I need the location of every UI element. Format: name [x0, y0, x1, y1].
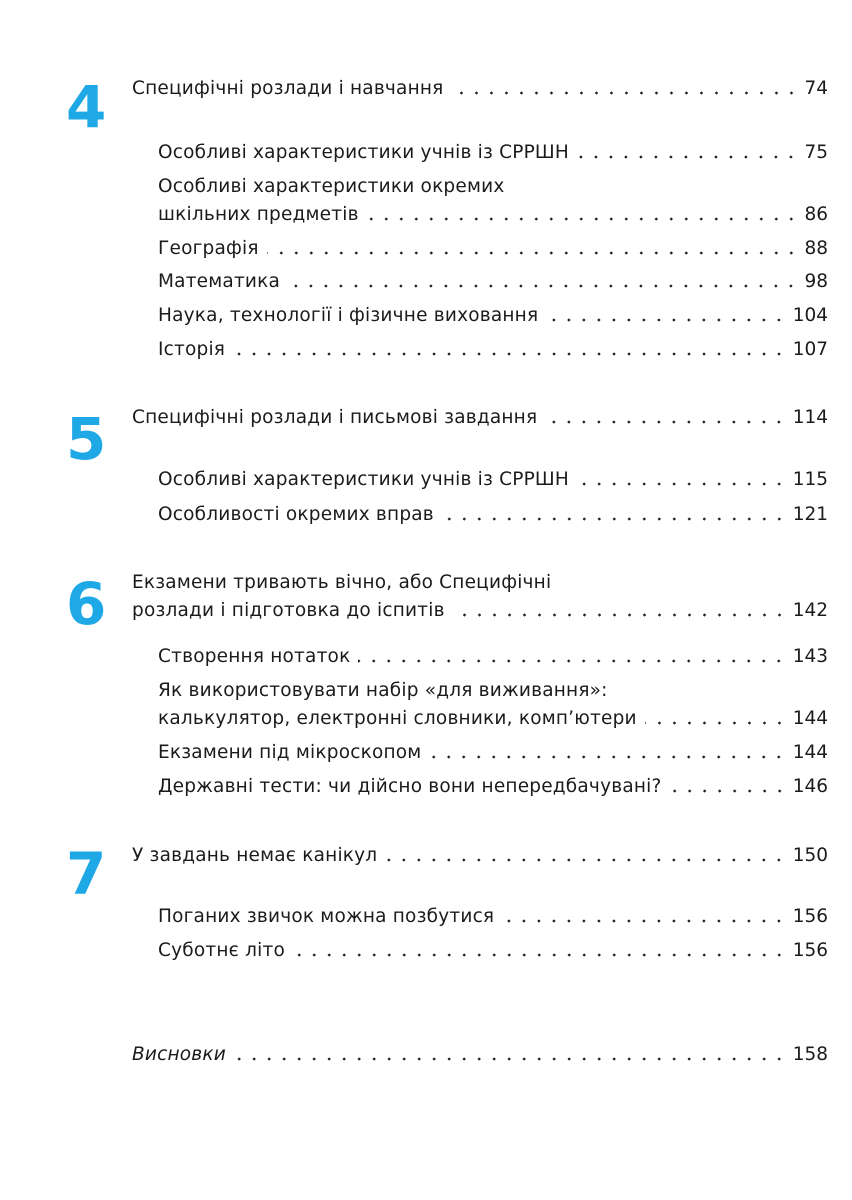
chapter-number: 7 — [66, 840, 107, 908]
dot-leader — [358, 659, 786, 663]
chapter-number: 6 — [66, 570, 107, 638]
chapter-title-line1-text: Екзамени тривають вічно, або Специфічні — [132, 572, 552, 593]
page-number: 107 — [792, 339, 828, 360]
entry-title: Створення нотаток — [158, 646, 351, 667]
page-number: 144 — [792, 742, 828, 763]
chapter-title-entry[interactable] — [132, 404, 828, 432]
dot-leader — [452, 91, 799, 95]
toc-entry-line1[interactable] — [158, 677, 608, 705]
entry-title: Особливості окремих вправ — [158, 504, 434, 525]
dot-leader — [645, 721, 787, 725]
dot-leader — [288, 284, 798, 288]
page-number: 142 — [792, 600, 828, 621]
entry-title: Поганих звичок можна позбутися — [158, 906, 495, 927]
entry-title: Суботнє літо — [158, 940, 285, 961]
conclusions-entry[interactable] — [132, 1041, 828, 1069]
chapter-number: 4 — [66, 73, 107, 141]
dot-leader — [577, 155, 798, 159]
toc-entry[interactable] — [158, 501, 828, 529]
dot-leader — [267, 251, 799, 255]
page-number: 143 — [792, 646, 828, 667]
page-number: 121 — [792, 504, 828, 525]
chapter-title: Специфічні розлади і навчання — [132, 78, 444, 99]
chapter-title: розлади і підготовка до іспитів — [132, 600, 445, 621]
dot-leader — [385, 858, 786, 862]
dot-leader — [545, 420, 786, 424]
toc-entry[interactable] — [158, 466, 828, 494]
dot-leader — [234, 1057, 787, 1061]
entry-title: Особливі характеристики учнів із СРРШН — [158, 142, 570, 163]
page-number: 88 — [804, 238, 828, 259]
dot-leader — [502, 919, 786, 923]
page-number: 75 — [804, 142, 828, 163]
entry-title: Географія — [158, 238, 259, 259]
dot-leader — [670, 789, 787, 793]
dot-leader — [546, 318, 786, 322]
toc-entry[interactable] — [158, 268, 828, 296]
dot-leader — [453, 613, 787, 617]
toc-entry[interactable] — [158, 937, 828, 965]
toc-entry[interactable] — [158, 773, 828, 801]
page-number: 150 — [792, 845, 828, 866]
page-number: 144 — [792, 708, 828, 729]
entry-title: Державні тести: чи дійсно вони непередбачувані? — [158, 776, 662, 797]
toc-entry[interactable] — [158, 705, 828, 733]
entry-title: Математика — [158, 271, 281, 292]
entry-title: калькулятор, електронні словники, комп’ютери — [158, 708, 637, 729]
toc-entry[interactable] — [158, 739, 828, 767]
page-number: 86 — [804, 204, 828, 225]
chapter-title: У завдань немає канікул — [132, 845, 378, 866]
dot-leader — [577, 482, 787, 486]
toc-entry-line1[interactable] — [158, 173, 505, 201]
dot-leader — [442, 517, 787, 521]
dot-leader — [367, 217, 799, 221]
toc-entry[interactable] — [158, 201, 828, 229]
toc-entry[interactable] — [158, 903, 828, 931]
page-number: 156 — [792, 906, 828, 927]
chapter-title-entry[interactable] — [132, 597, 828, 625]
toc-entry[interactable] — [158, 139, 828, 167]
chapter-title-entry[interactable] — [132, 842, 828, 870]
toc-entry[interactable] — [158, 302, 828, 330]
entry-title: Наука, технології і фізичне виховання — [158, 305, 539, 326]
entry-title-line1: Особливі характеристики окремих — [158, 176, 505, 197]
page-number: 98 — [804, 271, 828, 292]
entry-title: Історія — [158, 339, 226, 360]
toc-entry[interactable] — [158, 643, 828, 671]
toc-entry[interactable] — [158, 235, 828, 263]
chapter-number: 5 — [66, 405, 107, 473]
page-number: 104 — [792, 305, 828, 326]
chapter-title-line1[interactable] — [132, 569, 551, 597]
page-number: 114 — [792, 407, 828, 428]
page-number: 156 — [792, 940, 828, 961]
entry-title-line1: Як використовувати набір «для виживання»: — [158, 680, 608, 701]
page-number: 115 — [792, 469, 828, 490]
page-number: 158 — [792, 1044, 828, 1065]
toc-entry[interactable] — [158, 336, 828, 364]
entry-title: Екзамени під мікроскопом — [158, 742, 422, 763]
dot-leader — [429, 755, 786, 759]
page-number: 146 — [792, 776, 828, 797]
entry-title: Особливі характеристики учнів із СРРШН — [158, 469, 570, 490]
dot-leader — [233, 352, 787, 356]
entry-title: шкільних предметів — [158, 204, 359, 225]
page-number: 74 — [804, 78, 828, 99]
chapter-title: Специфічні розлади і письмові завдання — [132, 407, 538, 428]
conclusions-title: Висновки — [132, 1044, 227, 1065]
dot-leader — [293, 953, 787, 957]
chapter-title-entry[interactable] — [132, 75, 828, 103]
